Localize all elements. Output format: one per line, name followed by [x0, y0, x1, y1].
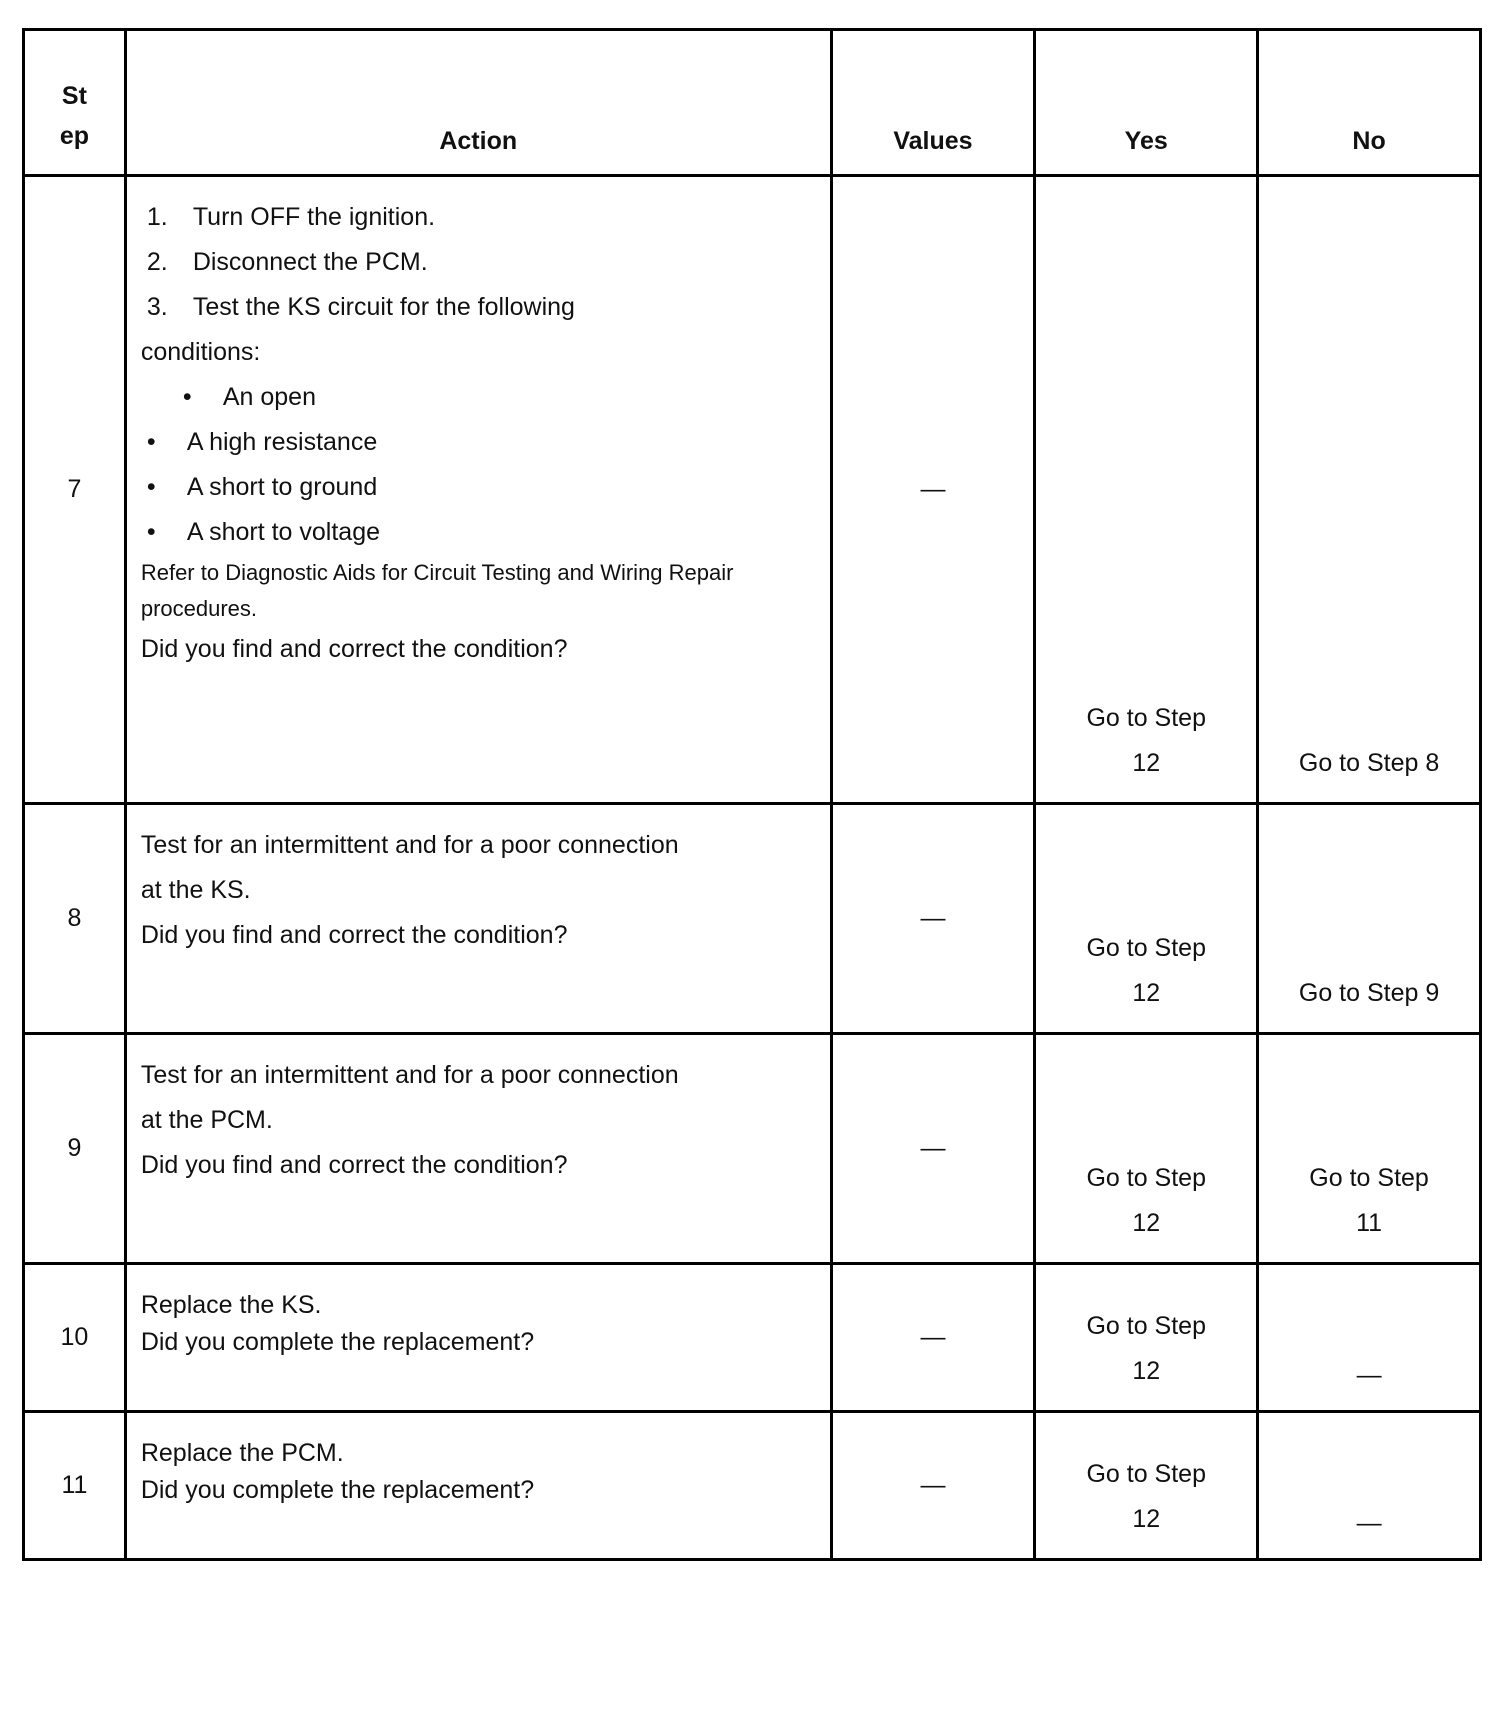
yes-cell	[1035, 176, 1258, 804]
values-cell: —	[831, 176, 1035, 804]
values-cell: —	[831, 1034, 1035, 1264]
action-cell: 1. Turn OFF the ignition. 2. Disconnect the PCM. 3. Test the KS circuit for the following conditions: • An open • A high resistance • A short to ground • A short to voltage Refer to Diagnostic Aids for Circuit Testing and Wiring Repair procedures. Did you find and correct the condition?	[125, 176, 831, 804]
question-line: Did you find and correct the condition?	[140, 1151, 568, 1179]
values-cell: —	[831, 1264, 1035, 1412]
yes-step: 12	[1132, 1209, 1161, 1237]
yes-cell	[1035, 1034, 1258, 1264]
action-line: Turn OFF the ignition.	[192, 203, 436, 231]
header-yes: Yes	[1035, 30, 1258, 176]
table-row	[24, 804, 1481, 1034]
list-number: 1.	[146, 203, 168, 231]
table-row	[24, 1034, 1481, 1264]
no-cell: Go to Step 9	[1258, 804, 1481, 1034]
step-number: 7	[24, 176, 126, 804]
no-text: Go to Step	[1309, 1164, 1429, 1192]
yes-text: Go to Step	[1086, 1312, 1206, 1340]
yes-cell	[1035, 1264, 1258, 1412]
diagnostic-table	[22, 28, 1482, 1561]
values-cell: —	[831, 1412, 1035, 1560]
yes-text: Go to Step	[1086, 934, 1206, 962]
bullet-item: An open	[222, 383, 316, 411]
action-cell	[125, 1034, 831, 1264]
no-cell	[1258, 1034, 1481, 1264]
yes-cell	[1035, 1412, 1258, 1560]
question-line: Did you complete the replacement?	[140, 1476, 535, 1504]
note-line: Refer to Diagnostic Aids for Circuit Testing and Wiring Repair	[140, 560, 734, 585]
yes-step: 12	[1132, 979, 1161, 1007]
action-line: Test for an intermittent and for a poor connection	[140, 1061, 679, 1089]
step-number: 8	[24, 804, 126, 1034]
action-cell	[125, 1412, 831, 1560]
question-line: Did you find and correct the condition?	[140, 921, 568, 949]
action-line: Test the KS circuit for the following	[192, 293, 575, 321]
action-line: Disconnect the PCM.	[192, 248, 428, 276]
action-cell	[125, 1264, 831, 1412]
header-action: Action	[125, 30, 831, 176]
step-number: 10	[24, 1264, 126, 1412]
no-cell: —	[1258, 1264, 1481, 1412]
header-step-line1: St	[61, 82, 87, 110]
yes-text: Go to Step	[1086, 1460, 1206, 1488]
list-number: 2.	[146, 248, 168, 276]
yes-text: Go to Step	[1086, 704, 1206, 732]
yes-step: 12	[1132, 749, 1161, 777]
yes-step: 12	[1132, 1505, 1161, 1533]
no-cell: —	[1258, 1412, 1481, 1560]
note-line: procedures.	[140, 596, 258, 621]
action-line: Replace the PCM.	[140, 1439, 344, 1467]
no-cell: Go to Step 8	[1258, 176, 1481, 804]
no-step: 11	[1356, 1209, 1383, 1237]
step-number: 11	[24, 1412, 126, 1560]
header-step	[24, 30, 126, 176]
yes-step: 12	[1132, 1357, 1161, 1385]
table-row	[24, 1264, 1481, 1412]
action-line: Replace the KS.	[140, 1291, 322, 1319]
question-line: Did you complete the replacement?	[140, 1328, 535, 1356]
action-line: conditions:	[140, 338, 261, 366]
header-step-line2: ep	[59, 122, 89, 150]
header-row	[24, 30, 1481, 176]
list-number: 3.	[146, 293, 168, 321]
action-line: at the PCM.	[140, 1106, 273, 1134]
header-no: No	[1258, 30, 1481, 176]
yes-text: Go to Step	[1086, 1164, 1206, 1192]
action-line: at the KS.	[140, 876, 251, 904]
bullet-item: A short to voltage	[186, 518, 381, 546]
values-cell: —	[831, 804, 1035, 1034]
bullet-item: A short to ground	[186, 473, 378, 501]
table-row	[24, 1412, 1481, 1560]
action-cell	[125, 804, 831, 1034]
table-row	[24, 176, 1481, 804]
question-line: Did you find and correct the condition?	[140, 635, 568, 663]
bullet-item: A high resistance	[186, 428, 378, 456]
yes-cell	[1035, 804, 1258, 1034]
action-line: Test for an intermittent and for a poor connection	[140, 831, 679, 859]
header-values: Values	[831, 30, 1035, 176]
step-number: 9	[24, 1034, 126, 1264]
